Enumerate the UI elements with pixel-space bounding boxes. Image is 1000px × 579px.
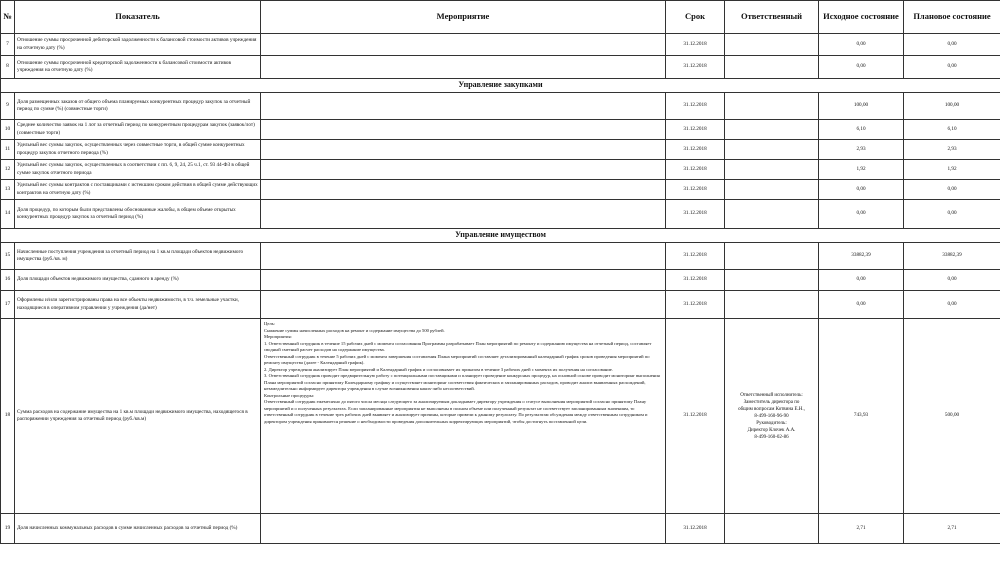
row-indicator: Отношение суммы просроченной дебиторской задолженности к балансовой стоимости активов учреждения на отчетную дату (%): [15, 34, 261, 56]
row-initial: 0,00: [819, 291, 904, 319]
section-row: [1, 229, 1000, 243]
row-initial: 0,00: [819, 200, 904, 229]
row-event: [261, 514, 666, 544]
row-planned: 1,92: [904, 160, 1000, 180]
responsible-line: Заместитель директора по: [743, 399, 800, 405]
row-num: 12: [1, 160, 15, 180]
row-planned: 6,10: [904, 120, 1000, 140]
header-event: Мероприятие: [261, 1, 666, 34]
row-term: 31.12.2018: [666, 93, 725, 120]
table-row: [1, 180, 1000, 200]
row-term: 31.12.2018: [666, 56, 725, 79]
row-planned: 33882,39: [904, 243, 1000, 270]
row-initial: 0,00: [819, 34, 904, 56]
row-num: 19: [1, 514, 15, 544]
row-responsible: [725, 200, 819, 229]
row-event: [261, 180, 666, 200]
event-line: Цель:: [264, 321, 276, 326]
row-term: 31.12.2018: [666, 243, 725, 270]
row-initial: 0,00: [819, 270, 904, 291]
table-row: [1, 93, 1000, 120]
row-initial: 2,71: [819, 514, 904, 544]
row-term: 31.12.2018: [666, 160, 725, 180]
row-initial: 100,00: [819, 93, 904, 120]
responsible-line: 8-499-160-02-86: [754, 434, 789, 440]
row-term: 31.12.2018: [666, 120, 725, 140]
responsible-line: 8-499-160-96-90: [754, 413, 789, 419]
row-indicator: Оформлены и/или зарегистрированы права на все объекты недвижимости, в т.ч. земельные участки, находящиеся в оперативном управлении у учреждения (да/нет): [15, 291, 261, 319]
event-line: Мероприятия:: [264, 334, 292, 340]
row-responsible: [725, 120, 819, 140]
row-num: 8: [1, 56, 15, 79]
row-planned: 0,00: [904, 200, 1000, 229]
table-row: [1, 140, 1000, 160]
event-line: Ответственный сотрудник ежемесячно до пятого числа месяца следующего за анализируемым докладывает директору учреждения о статусе выполнения мероприятий согласно принятому Плану мероприятий и о полученных результатах. Если запланированные мероприятия не выполнены в полном объеме или полученный результат не соответствует запланированным значениям, то ответственный сотрудник в течение трех рабочих дней выявляет и анализирует причины, которые привели к данному результату. По результатам обсуждения между ответственным сотрудником и директором учреждения принимается решение о необходимости проведения дополнительных корректирующих мероприятий, чтобы достигнуть поставленной цели.: [264, 399, 648, 424]
section-title-property: Управление имуществом: [1, 229, 1000, 243]
header-responsible: Ответственный: [725, 1, 819, 34]
row-initial: 0,00: [819, 56, 904, 79]
section-title-procurement: Управление закупками: [1, 79, 1000, 93]
row-indicator: Доля размещенных заказов от общего объема планируемых конкурентных процедур закупок за отчетный период по сумме (%) (совместные торги): [15, 93, 261, 120]
table-row: [1, 270, 1000, 291]
row-planned: 100,00: [904, 93, 1000, 120]
row-event: [261, 291, 666, 319]
row-indicator: Доля начисленных коммунальных расходов в сумме начисленных расходов за отчетный период (%): [15, 514, 261, 544]
row-responsible: [725, 160, 819, 180]
row-num: 13: [1, 180, 15, 200]
row-event: [261, 140, 666, 160]
row-responsible: [725, 514, 819, 544]
responsible-line: общим вопросам Котвина Е.Н.,: [738, 406, 805, 412]
row-indicator: Удельный вес суммы закупок, осуществленных через совместные торги, в общей сумме конкурентных процедур закупок отчетного периода (%): [15, 140, 261, 160]
row-num: 18: [1, 319, 15, 514]
row-initial: 6,10: [819, 120, 904, 140]
header-planned: Плановое состояние: [904, 1, 1000, 34]
table-header-row: [1, 1, 1000, 34]
row-planned: 0,00: [904, 270, 1000, 291]
row-indicator: Отношение суммы просроченной кредиторской задолженности к балансовой стоимости активов учреждения на отчетную дату (%): [15, 56, 261, 79]
responsible-line: Ответственный исполнитель:: [740, 392, 803, 398]
event-line: 3. Ответственный сотрудник проводит предварительную работу с потенциальными поставщиками и планирует проведение конкурсных процедур, на основной основе проводит мониторинг выполнения Плана мероприятий согласно принятому Календарному графику и осуществляет мониторинг соответствия фактических и запланированных расходов, проводит анализ выявленных расхождений, незамедлительно информирует директора учреждения в случае возникновения каких-либо несоответствий.: [264, 373, 660, 392]
table-row: [1, 34, 1000, 56]
row-indicator: Удельный вес суммы закупок, осуществленных в соответствии с пп. 6, 9, 24, 25 ч.1, ст. 93 44-ФЗ в общей сумме закупок отчетного периода: [15, 160, 261, 180]
row-planned: 2,71: [904, 514, 1000, 544]
row-num: 14: [1, 200, 15, 229]
row-event: [261, 160, 666, 180]
row-initial: 33882,39: [819, 243, 904, 270]
row-term: 31.12.2018: [666, 270, 725, 291]
event-line: 2. Директор учреждения анализирует План мероприятий и Календарный график и согласовывает их приказом в течение 3 рабочих дней с момента их получения на согласование.: [264, 366, 613, 372]
row-indicator: Удельный вес суммы контрактов с поставщиками с истекшим сроком действия в общей сумме действующих контрактов на отчетную дату (%): [15, 180, 261, 200]
row-event: [261, 34, 666, 56]
table-row: [1, 160, 1000, 180]
row-event: [261, 200, 666, 229]
row-num: 7: [1, 34, 15, 56]
row-responsible: [725, 270, 819, 291]
row-planned: 500,00: [904, 319, 1000, 514]
row-event: [261, 56, 666, 79]
row-indicator: Среднее количество заявок на 1 лот за отчетный период по конкурентным процедурам закупок (заявок/лот) (совместные торги): [15, 120, 261, 140]
row-initial: 1,92: [819, 160, 904, 180]
table-row: [1, 120, 1000, 140]
row-event: [261, 93, 666, 120]
row-event-plan: [261, 319, 666, 514]
table-row: [1, 514, 1000, 544]
table-row: [1, 243, 1000, 270]
row-planned: 0,00: [904, 34, 1000, 56]
row-num: 9: [1, 93, 15, 120]
row-num: 15: [1, 243, 15, 270]
table-row: [1, 291, 1000, 319]
row-indicator: Доля площади объектов недвижимого имущества, сданного в аренду (%): [15, 270, 261, 291]
row-term: 31.12.2018: [666, 291, 725, 319]
table-row: [1, 56, 1000, 79]
table-row: [1, 319, 1000, 514]
responsible-line: Директор Клочек А.А.: [747, 427, 796, 433]
row-initial: 2,93: [819, 140, 904, 160]
row-responsible: [725, 180, 819, 200]
row-indicator: Сумма расходов на содержание имущества на 1 кв.м площади недвижимого имущества, находящегося в распоряжении учреждения за отчетный период (руб./кв.м): [15, 319, 261, 514]
row-responsible: [725, 56, 819, 79]
header-term: Срок: [666, 1, 725, 34]
row-responsible: [725, 140, 819, 160]
row-planned: 0,00: [904, 180, 1000, 200]
row-term: 31.12.2018: [666, 180, 725, 200]
row-event: [261, 243, 666, 270]
row-event: [261, 270, 666, 291]
row-event: [261, 120, 666, 140]
row-indicator: Начисленные поступления учреждения за отчетный период на 1 кв.м площади объектов недвижимого имущества (руб./кв. м): [15, 243, 261, 270]
row-planned: 0,00: [904, 291, 1000, 319]
row-indicator: Доля процедур, по которым были представлены обоснованные жалобы, в общем объеме открытых конкурентных процедур закупок за отчетный период (%): [15, 200, 261, 229]
event-line: Снижение суммы начисленных расходов на ремонт и содержание имущества до 500 рублей.: [264, 327, 445, 333]
row-term: 31.12.2018: [666, 34, 725, 56]
row-planned: 0,00: [904, 56, 1000, 79]
table-row: [1, 200, 1000, 229]
row-term: 31.12.2018: [666, 200, 725, 229]
row-term: 31.12.2018: [666, 514, 725, 544]
row-num: 11: [1, 140, 15, 160]
event-line: Ответственный сотрудник в течение 5 рабочих дней с момента завершения составления Плана мероприятий составляет детализированный календарный график сроков проведения мероприятий по ремонту имущества (далее - Календарный график).: [264, 353, 650, 366]
row-term: 31.12.2018: [666, 140, 725, 160]
row-responsible: [725, 34, 819, 56]
row-initial: 0,00: [819, 180, 904, 200]
header-num: №: [1, 1, 15, 34]
row-num: 10: [1, 120, 15, 140]
row-initial: 743,93: [819, 319, 904, 514]
responsible-line: Руководитель:: [756, 420, 787, 426]
row-num: 17: [1, 291, 15, 319]
row-responsible: [725, 93, 819, 120]
row-responsible: [725, 319, 819, 514]
header-indicator: Показатель: [15, 1, 261, 34]
row-num: 16: [1, 270, 15, 291]
row-responsible: [725, 291, 819, 319]
row-responsible: [725, 243, 819, 270]
event-line: 1. Ответственный сотрудник в течение 15 рабочих дней с момента согласования Программы разрабатывает План мероприятий по ремонту и содержанию имущества на отчетный период, составляет сводный сметный расчет расходов на содержание имущества.: [264, 340, 652, 353]
row-term: 31.12.2018: [666, 319, 725, 514]
event-line: Контрольные процедуры:: [264, 392, 315, 398]
header-initial: Исходное состояние: [819, 1, 904, 34]
section-row: [1, 79, 1000, 93]
row-planned: 2,93: [904, 140, 1000, 160]
